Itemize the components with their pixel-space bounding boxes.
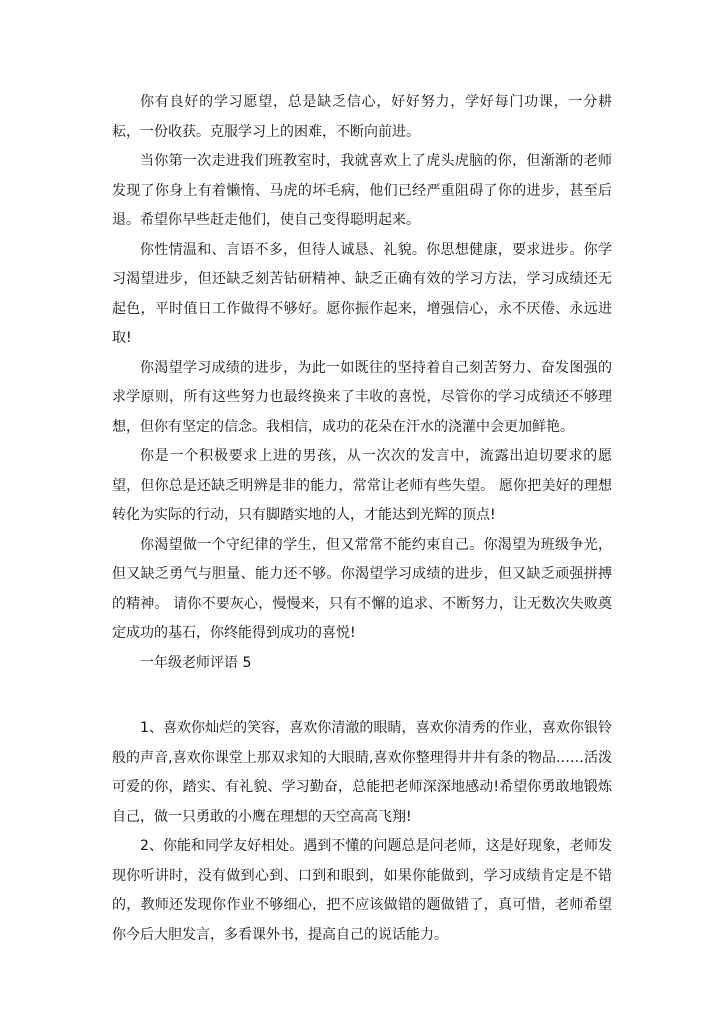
paragraph: 你性情温和、言语不多，但待人诚恳、礼貌。你思想健康，要求进步。你学习渴望进步，但还缺乏刻苦钻研精神、缺乏正确有效的学习方法，学习成绩还无起色，平时值日工作做得不够好。愿你振作起来，增强信心，永不厌倦、永远进取!: [112, 241, 612, 346]
paragraph: 当你第一次走进我们班教室时，我就喜欢上了虎头虎脑的你，但渐渐的老师发现了你身上有着懒惰、马虎的坏毛病，他们已经严重阻碍了你的进步，甚至后退。希望你早些赶走他们，使自己变得聪明起来。: [112, 153, 612, 228]
paragraph: 你渴望做一个守纪律的学生，但又常常不能约束自己。你渴望为班级争光，但又缺乏勇气与胆量、能力还不够。你渴望学习成绩的进步，但又缺乏顽强拼搏的精神。 请你不要灰心，慢慢来，只有不懈的追求、不断努力，让无数次失败奠定成功的基石，你终能得到成功的喜悦!: [112, 536, 612, 641]
paragraph: 1、喜欢你灿烂的笑容，喜欢你清澈的眼睛，喜欢你清秀的作业，喜欢你银铃般的声音,喜欢你课堂上那双求知的大眼睛,喜欢你整理得井井有条的物品……活泼可爱的你，踏实、有礼貌、学习勤奋，总能把老师深深地感动!希望你勇敢地锻炼自己，做一只勇敢的小鹰在理想的天空高高飞翔!: [112, 720, 612, 825]
spacer: [112, 678, 612, 714]
document-body: [112, 88, 612, 950]
paragraph: 2、你能和同学友好相处。遇到不懂的问题总是问老师，这是好现象，老师发现你听讲时，没有做到心到、口到和眼到，如果你能做到，学习成绩肯定是不错的，教师还发现你作业不够细心，把不应该做错的题做错了，真可惜，老师希望你今后大胆发言，多看课外书，提高自己的说话能力。: [112, 838, 612, 943]
paragraph: 你是一个积极要求上进的男孩，从一次次的发言中，流露出迫切要求的愿望，但你总是还缺乏明辨是非的能力，常常让老师有些失望。 愿你把美好的理想转化为实际的行动，只有脚踏实地的人，才能达到光辉的顶点!: [112, 448, 612, 523]
paragraph: 你有良好的学习愿望，总是缺乏信心，好好努力，学好每门功课，一分耕耘，一份收获。克服学习上的困难，不断向前进。: [112, 94, 612, 140]
section-heading: 一年级老师评语 5: [140, 654, 252, 671]
paragraph: 你渴望学习成绩的进步，为此一如既往的坚持着自己刻苦努力、奋发图强的求学原则，所有这些努力也最终换来了丰收的喜悦，尽管你的学习成绩还不够理想，但你有坚定的信念。我相信，成功的花朵在汗水的浇灌中会更加鲜艳。: [112, 359, 612, 435]
